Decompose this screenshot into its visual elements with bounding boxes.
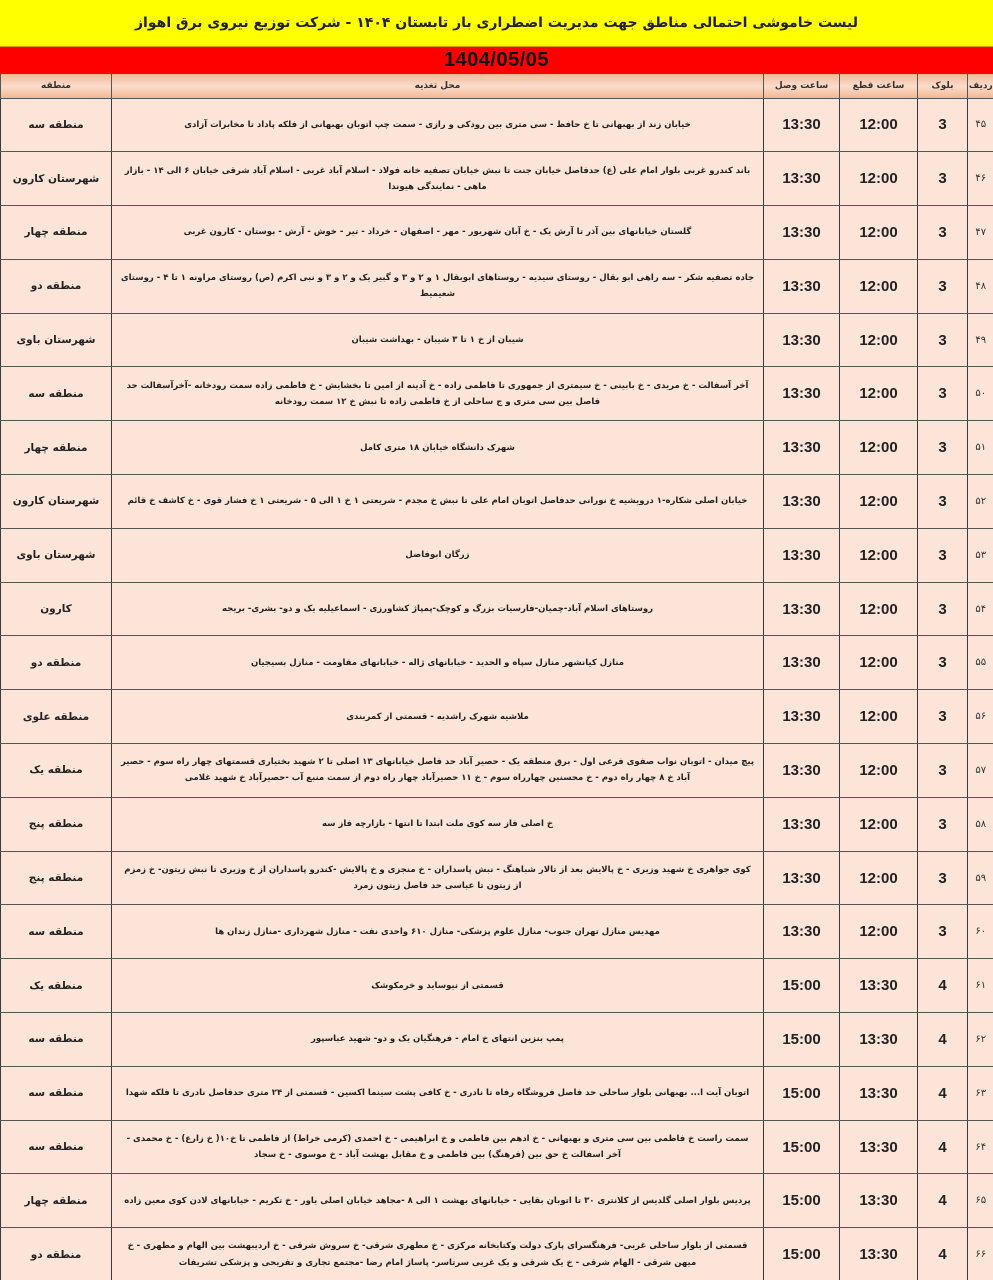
feed-location: خیابان زند از بهبهانی تا خ حافظ - سی متری بین رودکی و رازی - سمت چپ اتوبان بهبهانی از فلکه پاداد تا مخابرات آزادی	[112, 98, 764, 152]
feed-location: پردیس بلوار اصلی گلدیس از کلانتری ۳۰ تا اتوبان بقایی - خیابانهای بهشت ۱ الی ۸ -مجاهد خیابان اصلی یاور - خ تکریم - خیابانهای لادن کوی معین زاده	[112, 1174, 764, 1228]
connect-time: 13:30	[764, 313, 840, 367]
row-number: ۶۰	[968, 905, 993, 959]
row-number: ۴۹	[968, 313, 993, 367]
page-title: لیست خاموشی احتمالی مناطق جهت مدیریت اضطراری بار تابستان ۱۴۰۴ - شرکت توزیع نیروی برق اهواز	[134, 15, 858, 31]
region-name: منطقه یک	[1, 959, 112, 1013]
connect-time: 15:00	[764, 1066, 840, 1120]
cut-time: 12:00	[840, 98, 918, 152]
block-number: 3	[918, 367, 968, 421]
row-number: ۵۵	[968, 636, 993, 690]
table-row	[1, 152, 993, 206]
block-number: 3	[918, 152, 968, 206]
cut-time: 13:30	[840, 959, 918, 1013]
row-number: ۶۱	[968, 959, 993, 1013]
region-name: منطقه پنج	[1, 797, 112, 851]
connect-time: 13:30	[764, 744, 840, 798]
connect-time: 13:30	[764, 690, 840, 744]
feed-location: گلستان خیابانهای بین آذر تا آرش یک - خ آبان شهریور - مهر - اصفهان - خرداد - تیر - خوش - آرش - بوستان - کارون غربی	[112, 206, 764, 260]
feed-location: باند کندرو غربی بلوار امام علی (ع) حدفاصل خیابان جنت تا نبش خیابان تصفیه خانه فولاد - اسلام آباد غربی - اسلام آباد شرقی خیابان ۶ الی ۱۴ - بازار ماهی - نمایندگی هیوندا	[112, 152, 764, 206]
region-name: منطقه سه	[1, 1013, 112, 1067]
col-header-row: ردیف	[968, 74, 993, 98]
table-row	[1, 905, 993, 959]
row-number: ۵۴	[968, 582, 993, 636]
feed-location: سمت راست خ فاطمی بین سی متری و بهبهانی - خ ادهم بین فاطمی و خ ابراهیمی - خ احمدی (کرمی خراط) از فاطمی تا خ۱۰( خ زارع) - خ محمدی - آخر اسفالت خ حق بین (فرهنگ) بین فاطمی و خ مقابل بهشت آباد - خ موسوی - خ سجاد	[112, 1120, 764, 1174]
feed-location: شهرک دانشگاه خیابان ۱۸ متری کامل	[112, 421, 764, 475]
region-name: شهرستان کارون	[1, 152, 112, 206]
cut-time: 12:00	[840, 367, 918, 421]
connect-time: 13:30	[764, 206, 840, 260]
cut-time: 12:00	[840, 475, 918, 529]
block-number: 3	[918, 259, 968, 313]
block-number: 4	[918, 959, 968, 1013]
table-row	[1, 1013, 993, 1067]
table-row	[1, 690, 993, 744]
connect-time: 13:30	[764, 421, 840, 475]
connect-time: 15:00	[764, 1120, 840, 1174]
block-number: 3	[918, 98, 968, 152]
row-number: ۶۵	[968, 1174, 993, 1228]
row-number: ۵۷	[968, 744, 993, 798]
table-row	[1, 313, 993, 367]
region-name: شهرستان کارون	[1, 475, 112, 529]
col-header-connect-time: ساعت وصل	[764, 74, 840, 98]
region-name: منطقه سه	[1, 98, 112, 152]
cut-time: 12:00	[840, 152, 918, 206]
region-name: منطقه پنج	[1, 851, 112, 905]
region-name: منطقه دو	[1, 259, 112, 313]
block-number: 3	[918, 528, 968, 582]
connect-time: 15:00	[764, 1228, 840, 1280]
feed-location: پمپ بنزین انتهای خ امام - فرهنگیان یک و دو- شهید عباسپور	[112, 1013, 764, 1067]
region-name: شهرستان باوی	[1, 313, 112, 367]
feed-location: ملاشیه شهرک راشدیه - قسمتی از کمربندی	[112, 690, 764, 744]
row-number: ۴۵	[968, 98, 993, 152]
row-number: ۶۳	[968, 1066, 993, 1120]
connect-time: 13:30	[764, 797, 840, 851]
table-row	[1, 744, 993, 798]
table-header-row	[1, 74, 993, 98]
connect-time: 13:30	[764, 851, 840, 905]
date-bar	[0, 47, 993, 74]
region-name: منطقه علوی	[1, 690, 112, 744]
block-number: 4	[918, 1066, 968, 1120]
table-body	[1, 98, 993, 1280]
block-number: 4	[918, 1120, 968, 1174]
connect-time: 13:30	[764, 98, 840, 152]
row-number: ۶۶	[968, 1228, 993, 1280]
col-header-location: محل تغذیه	[112, 74, 764, 98]
table-row	[1, 1066, 993, 1120]
row-number: ۶۴	[968, 1120, 993, 1174]
region-name: منطقه دو	[1, 636, 112, 690]
row-number: ۵۶	[968, 690, 993, 744]
block-number: 3	[918, 797, 968, 851]
region-name: منطقه سه	[1, 1066, 112, 1120]
feed-location: جاده تصفیه شکر - سه راهی ابو بقال - روستای سیدیه - روستاهای ابوبقال ۱ و ۲ و ۳ و گبیر یک و ۲ و ۳ و نبی اکرم (ص) روستای مراونه ۱ تا ۴ - روستای شعیمیط	[112, 259, 764, 313]
cut-time: 13:30	[840, 1174, 918, 1228]
connect-time: 13:30	[764, 636, 840, 690]
table-row	[1, 98, 993, 152]
block-number: 4	[918, 1013, 968, 1067]
table-row	[1, 851, 993, 905]
outage-table	[0, 74, 993, 1280]
cut-time: 13:30	[840, 1120, 918, 1174]
cut-time: 13:30	[840, 1013, 918, 1067]
row-number: ۵۹	[968, 851, 993, 905]
table-row	[1, 528, 993, 582]
region-name: منطقه چهار	[1, 421, 112, 475]
col-header-region: منطقه	[1, 74, 112, 98]
table-row	[1, 1174, 993, 1228]
feed-location: خیابان اصلی شکاره-۱ درویشیه خ نورانی حدفاصل اتوبان امام علی تا نبش خ مجدم - شریعتی ۱ خ ۱ الی ۵ - شریعتی ۱ خ فشار قوی - خ کاشف خ قائم	[112, 475, 764, 529]
feed-location: اتوبان آیت ا... بهبهانی بلوار ساحلی حد فاصل فروشگاه رفاه تا نادری - خ کافی پشت سینما اکسین - قسمتی از ۲۴ متری حدفاصل نادری تا فلکه شهدا	[112, 1066, 764, 1120]
table-row	[1, 421, 993, 475]
feed-location: آخر آسفالت - خ مریدی - خ بابینی - خ سیمتری از جمهوری تا فاطمی زاده - خ آدینه از امین تا بخشایش - خ فاطمی زاده سمت رودخانه -آخرآسفالت حد فاصل بین سی متری و ج ساحلی از خ فاطمی زاده تا نبش خ ۱۲ سمت رودخانه	[112, 367, 764, 421]
block-number: 3	[918, 905, 968, 959]
block-number: 3	[918, 421, 968, 475]
table-row	[1, 1228, 993, 1280]
col-header-block: بلوک	[918, 74, 968, 98]
block-number: 3	[918, 744, 968, 798]
connect-time: 13:30	[764, 367, 840, 421]
table-row	[1, 797, 993, 851]
block-number: 4	[918, 1174, 968, 1228]
region-name: منطقه چهار	[1, 1174, 112, 1228]
cut-time: 12:00	[840, 313, 918, 367]
table-row	[1, 475, 993, 529]
cut-time: 12:00	[840, 744, 918, 798]
cut-time: 13:30	[840, 1228, 918, 1280]
table-row	[1, 959, 993, 1013]
cut-time: 12:00	[840, 259, 918, 313]
row-number: ۴۸	[968, 259, 993, 313]
table-row	[1, 636, 993, 690]
cut-time: 12:00	[840, 797, 918, 851]
feed-location: مهدیس منازل تهران جنوب- منازل علوم پزشکی- منازل ۶۱۰ واحدی نفت - منازل شهرداری -منازل زندان ها	[112, 905, 764, 959]
feed-location: پیچ میدان - اتوبان نواب صفوی فرعی اول - برق منطقه یک - حصیر آباد حد فاصل خیابانهای ۱۳ اصلی تا ۲ شهید بختیاری قسمتهای چهار راه سوم - حصیر آباد خ ۸ چهار راه دوم - خ محسنین چهارراه سوم - خ ۱۱ حصیرآباد چهار راه دوم از سمت منبع آب -حصیرآباد خ شهید غلامی	[112, 744, 764, 798]
region-name: منطقه یک	[1, 744, 112, 798]
block-number: 4	[918, 1228, 968, 1280]
region-name: شهرستان باوی	[1, 528, 112, 582]
schedule-date: 1404/05/05	[443, 49, 550, 71]
row-number: ۶۲	[968, 1013, 993, 1067]
feed-location: خ اصلی فاز سه کوی ملت ابتدا تا انتها - بازارچه فاز سه	[112, 797, 764, 851]
cut-time: 12:00	[840, 582, 918, 636]
block-number: 3	[918, 582, 968, 636]
connect-time: 13:30	[764, 582, 840, 636]
row-number: ۴۷	[968, 206, 993, 260]
block-number: 3	[918, 313, 968, 367]
feed-location: روستاهای اسلام آباد-چمیان-فارسیات بزرگ و کوچک-پمپاژ کشاورزی - اسماعیلیه یک و دو- بشری- بریجه	[112, 582, 764, 636]
connect-time: 15:00	[764, 959, 840, 1013]
feed-location: قسمتی از بلوار ساحلی غربی- فرهنگسرای پارک دولت وکتابخانه مرکزی - خ مطهری شرقی- خ سروش شرقی - خ اردیبهشت بین الهام و مطهری - خ میهن شرقی - الهام شرقی - خ یک شرقی و یک غربی سرتاسر- پاساژ امام رضا -مجتمع تجاری و تفریحی و پزشکی تشریفات	[112, 1228, 764, 1280]
cut-time: 12:00	[840, 851, 918, 905]
connect-time: 13:30	[764, 259, 840, 313]
row-number: ۵۱	[968, 421, 993, 475]
block-number: 3	[918, 206, 968, 260]
table-row	[1, 582, 993, 636]
region-name: منطقه سه	[1, 367, 112, 421]
feed-location: کوی جواهری خ شهید وزیری - خ پالایش بعد از تالار شباهنگ - نبش پاسداران - خ منجزی و خ پالایش -کندرو پاسداران از خ وزیری تا نبش زیتون- خ زمزم از زیتون تا عباسی حد فاصل زیتون زمرد	[112, 851, 764, 905]
cut-time: 13:30	[840, 1066, 918, 1120]
feed-location: قسمتی از نیوساید و خرمکوشک	[112, 959, 764, 1013]
table-row	[1, 367, 993, 421]
feed-location: شیبان از خ ۱ تا ۳ شیبان - بهداشت شیبان	[112, 313, 764, 367]
cut-time: 12:00	[840, 528, 918, 582]
cut-time: 12:00	[840, 421, 918, 475]
connect-time: 15:00	[764, 1013, 840, 1067]
block-number: 3	[918, 636, 968, 690]
connect-time: 15:00	[764, 1174, 840, 1228]
table-row	[1, 1120, 993, 1174]
connect-time: 13:30	[764, 475, 840, 529]
region-name: منطقه سه	[1, 905, 112, 959]
title-bar	[0, 0, 993, 47]
connect-time: 13:30	[764, 528, 840, 582]
row-number: ۵۲	[968, 475, 993, 529]
feed-location: منازل کیانشهر منازل سپاه و الحدید - خیابانهای ژاله - خیابانهای مقاومت - منازل بسیجیان	[112, 636, 764, 690]
row-number: ۵۳	[968, 528, 993, 582]
row-number: ۴۶	[968, 152, 993, 206]
cut-time: 12:00	[840, 636, 918, 690]
connect-time: 13:30	[764, 152, 840, 206]
region-name: منطقه سه	[1, 1120, 112, 1174]
block-number: 3	[918, 475, 968, 529]
region-name: کارون	[1, 582, 112, 636]
block-number: 3	[918, 690, 968, 744]
row-number: ۵۰	[968, 367, 993, 421]
col-header-cut-time: ساعت قطع	[840, 74, 918, 98]
table-row	[1, 259, 993, 313]
region-name: منطقه دو	[1, 1228, 112, 1280]
row-number: ۵۸	[968, 797, 993, 851]
region-name: منطقه چهار	[1, 206, 112, 260]
block-number: 3	[918, 851, 968, 905]
connect-time: 13:30	[764, 905, 840, 959]
feed-location: زرگان ابوفاضل	[112, 528, 764, 582]
cut-time: 12:00	[840, 905, 918, 959]
table-row	[1, 206, 993, 260]
cut-time: 12:00	[840, 690, 918, 744]
cut-time: 12:00	[840, 206, 918, 260]
